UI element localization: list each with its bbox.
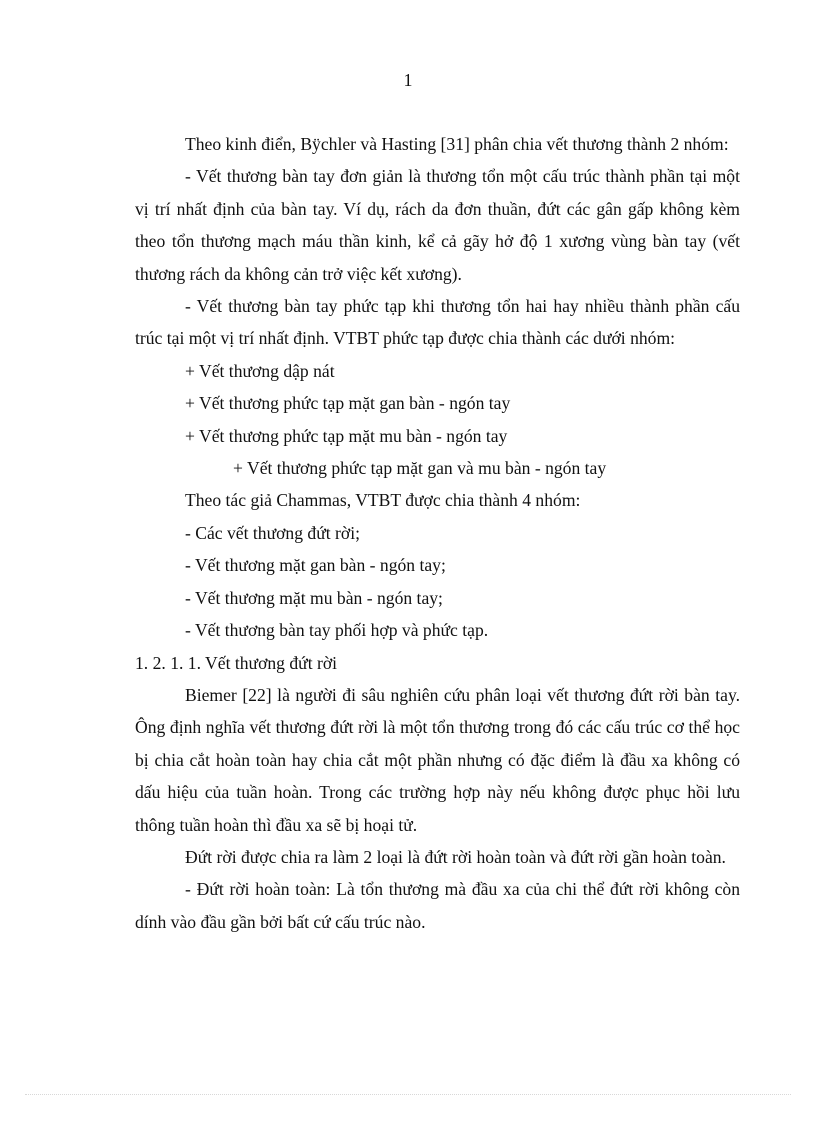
chammas-group-item: - Vết thương mặt gan bàn - ngón tay; [185,555,446,576]
subgroup-item: + Vết thương phức tạp mặt mu bàn - ngón tay [185,425,508,446]
subgroup-item: + Vết thương dập nát [185,360,335,381]
chammas-intro: Theo tác giả Chammas, VTBT được chia thành 4 nhóm: [185,490,581,511]
complex-wound-paragraph: - Vết thương bàn tay phức tạp khi thương tổn hai hay nhiều thành phần cấu trúc tại một vị trí nhất định. VTBT phức tạp được chia thành các dưới nhóm: [135,296,740,349]
chammas-group-item: - Các vết thương đứt rời; [185,522,360,543]
two-types-paragraph: Đứt rời được chia ra làm 2 loại là đứt rời hoàn toàn và đứt rời gần hoàn toàn. [185,846,726,867]
biemer-paragraph: Biemer [22] là người đi sâu nghiên cứu phân loại vết thương đứt rời bàn tay. Ông định nghĩa vết thương đứt rời là một tổn thương trong đó các cấu trúc cơ thể học bị chia cắt hoàn toàn hay chia cắt một phần nhưng có đặc điểm là đầu xa không có dấu hiệu của tuần hoàn. Trong các trường hợp này nếu không được phục hồi lưu thông tuần hoàn thì đầu xa sẽ bị hoại tử. [135,684,740,835]
page-bottom-divider [25,1094,791,1095]
chammas-group-item: - Vết thương mặt mu bàn - ngón tay; [185,587,443,608]
simple-wound-paragraph: - Vết thương bàn tay đơn giản là thương tổn một cấu trúc thành phần tại một vị trí nhất định của bàn tay. Ví dụ, rách da đơn thuần, đứt các gân gấp không kèm theo tổn thương mạch máu thần kinh, kể cả gãy hở độ 1 xương vùng bàn tay (vết thương rách da không cản trở việc kết xương). [135,166,740,284]
complete-amputation-paragraph: - Đứt rời hoàn toàn: Là tổn thương mà đầu xa của chi thể đứt rời không còn dính vào đầu gần bởi bất cứ cấu trúc nào. [135,879,740,932]
chammas-group-item: - Vết thương bàn tay phối hợp và phức tạp. [185,620,489,641]
subgroup-item: + Vết thương phức tạp mặt gan và mu bàn - ngón tay [233,458,607,479]
section-heading: 1. 2. 1. 1. Vết thương đứt rời [135,652,338,673]
document-body [135,128,740,938]
intro-paragraph: Theo kinh điển, Bÿchler và Hasting [31] phân chia vết thương thành 2 nhóm: [185,134,729,154]
page-number: 1 [403,70,413,90]
subgroup-item: + Vết thương phức tạp mặt gan bàn - ngón tay [185,393,511,414]
